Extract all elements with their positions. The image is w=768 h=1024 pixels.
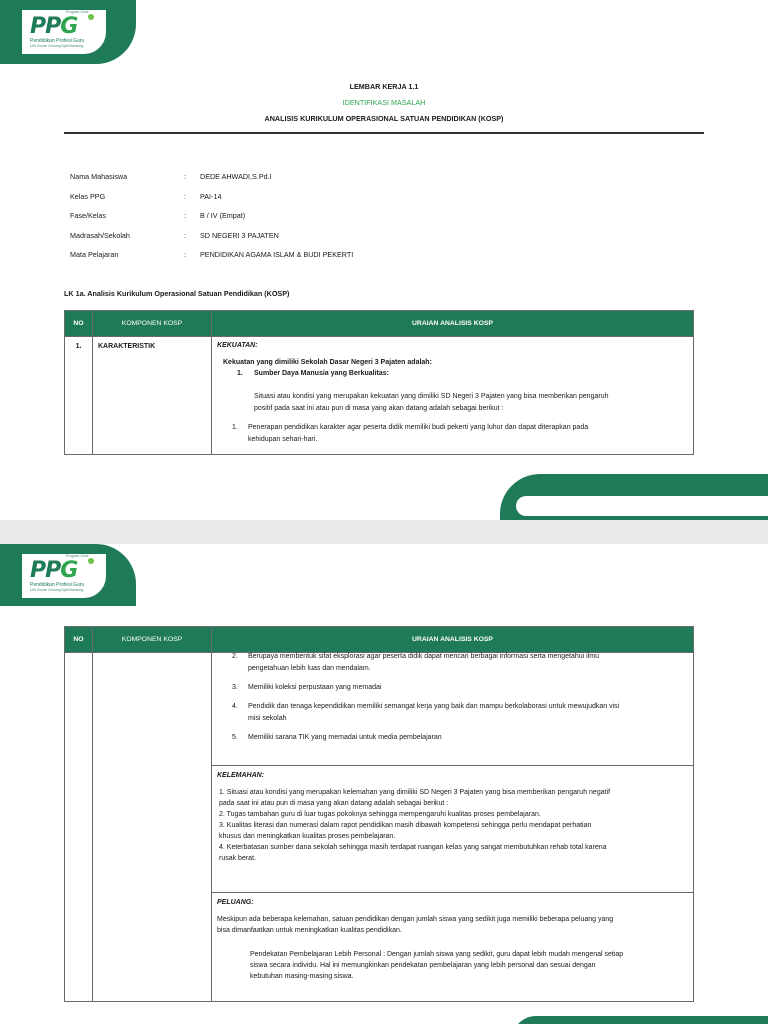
kelemahan-line: 2. Tugas tambahan guru di luar tugas pokoknya sehingga mempengaruhi kualitas proses pembelajaran. bbox=[219, 811, 541, 818]
logo-subtitle: Pendidikan Profesi Guru bbox=[30, 38, 85, 44]
list-item-line-2: misi sekolah bbox=[248, 715, 287, 722]
logo-tagline: UIN Sunan Gunung Djati Bandung bbox=[30, 44, 84, 48]
logo-top-text: Program Studi bbox=[66, 10, 89, 14]
list-item-number: 2. bbox=[232, 653, 238, 660]
header-uraian: URAIAN ANALISIS KOSP bbox=[212, 627, 694, 653]
kosp-table bbox=[64, 310, 694, 455]
worksheet-title: LEMBAR KERJA 1.1 bbox=[349, 82, 419, 91]
logo-banner bbox=[0, 544, 136, 606]
list-item-line-1: Memiliki koleksi perpustaan yang memadai bbox=[248, 684, 382, 691]
list-item-line-2: pengetahuan lebih luas dan mendalam. bbox=[248, 665, 371, 672]
decorative-corner-shape bbox=[500, 474, 768, 520]
kelemahan-line: 3. Kualitas literasi dan numerasi dalam rapot pendidikan masih dibawah kompetensi sehingga perlu mendapat perhatian bbox=[219, 822, 592, 829]
document-page-1: Program Studi PPG Pendidikan Profesi Guru UIN Sunan Gunung Djati Bandung LEMBAR KERJA 1.1 IDENTIFIKASI MASALAH ANALISIS KURIKULUM OPERASIONAL SATUAN PENDIDIKAN (KOSP) Nama Mahasiswa : DEDE AHWADI,S.Pd.I Kelas PPG : PAI-14 Fase/Kelas : B / IV (Empat) Madrasah/Sekolah : SD NEGERI 3 PAJATEN Mata Pelajaran : PENDIDIKAN AGAMA ISLAM & BUDI PEKERTI LK 1a. Analisis Kurikulum Operasional Satuan Pendidikan (KOSP) NO KOMPONEN KOSP URAIAN ANALISIS KOSP 1. KARAKTERISTIK KEKUATAN: Kekuatan yang dimiliki Sekolah Dasar Negeri 3 Pajaten adalah: 1. Sumber Daya Manusia yang Berkualitas: Situasi atau kondisi yang merupakan kekuatan yang dimiliki SD Negeri 3 Pajaten yang bisa memberikan pengaruh positif pada saat ini atau pun di masa yang akan datang adalah sebagai berikut : 1. Penerapan pendidikan karakter agar peserta didik memiliki budi pekerti yang luhur dan dapat diterapkan pada kehidupan sehari-hari. bbox=[0, 0, 768, 520]
kekuatan-heading: KEKUATAN: bbox=[217, 342, 258, 349]
kelemahan-heading: KELEMAHAN: bbox=[217, 772, 265, 779]
ppg-logo bbox=[22, 10, 106, 54]
logo-top-text: Program Studi bbox=[66, 554, 89, 558]
item-line-1: Penerapan pendidikan karakter agar peserta didik memiliki budi pekerti yang luhur dan dapat diterapkan pada bbox=[248, 424, 589, 431]
peluang-line-2: bisa dimanfaatkan untuk meningkatkan kualitas pendidikan. bbox=[217, 927, 402, 934]
sdm-title: Sumber Daya Manusia yang Berkualitas: bbox=[254, 370, 389, 377]
worksheet-subtitle: IDENTIFIKASI MASALAH bbox=[342, 98, 426, 107]
row-number-empty bbox=[65, 653, 93, 1002]
ppg-logo bbox=[22, 554, 106, 598]
logo-mark: PPG bbox=[30, 558, 78, 583]
table-row bbox=[65, 653, 694, 766]
list-item-number: 4. bbox=[232, 703, 238, 710]
kelemahan-line: pada saat ini atau pun di masa yang akan datang adalah sebagai berikut : bbox=[219, 800, 449, 807]
list-item-line-1: Pendidik dan tenaga kependidikan memiliki semangat kerja yang baik dan mampu berkolaborasi untuk mewujudkan visi bbox=[248, 703, 620, 710]
row-komponen: KARAKTERISTIK bbox=[93, 337, 212, 455]
peluang-heading: PELUANG: bbox=[217, 899, 254, 906]
row-komponen-empty bbox=[93, 653, 212, 1002]
list-item-line-1: Memiliki sarana TIK yang memadai untuk media pembelajaran bbox=[248, 734, 442, 741]
situasi-line-2: positif pada saat ini atau pun di masa yang akan datang adalah sebagai berikut : bbox=[254, 405, 504, 412]
logo-dot-icon bbox=[88, 14, 94, 20]
table-header-row bbox=[65, 311, 694, 337]
header-uraian: URAIAN ANALISIS KOSP bbox=[212, 311, 694, 337]
kosp-table-continued bbox=[64, 626, 694, 1002]
uraian-kekuatan-cont bbox=[212, 653, 694, 766]
logo-banner bbox=[0, 0, 136, 64]
list-item-line-1: Berupaya membentuk sifat eksplorasi agar peserta didik dapat mencari berbagai informasi serta mengetahui ilmu bbox=[248, 653, 599, 660]
row-number: 1. bbox=[65, 337, 93, 455]
uraian-cell bbox=[212, 337, 694, 455]
kekuatan-intro: Kekuatan yang dimiliki Sekolah Dasar Negeri 3 Pajaten adalah: bbox=[223, 359, 432, 366]
pendekatan-line-2: siswa secara individu. Hal ini memungkinkan pendekatan pembelajaran yang lebih personal dan sesuai dengan bbox=[250, 962, 596, 969]
logo-subtitle: Pendidikan Profesi Guru bbox=[30, 582, 85, 588]
header-komponen: KOMPONEN KOSP bbox=[93, 627, 212, 653]
situasi-line-1: Situasi atau kondisi yang merupakan kekuatan yang dimiliki SD Negeri 3 Pajaten yang bisa memberikan pengaruh bbox=[254, 393, 609, 400]
item-number: 1. bbox=[232, 424, 238, 431]
header-no: NO bbox=[65, 311, 93, 337]
peluang-line-1: Meskipun ada beberapa kelemahan, satuan pendidikan dengan jumlah siswa yang sedikit juga memiliki beberapa peluang yang bbox=[217, 916, 614, 923]
logo-mark: PPG bbox=[30, 14, 78, 39]
pendekatan-line-3: kebutuhan masing-masing siswa. bbox=[250, 973, 354, 980]
kelemahan-line: 1. Situasi atau kondisi yang merupakan kelemahan yang dimiliki SD Negeri 3 Pajaten yang bisa memberikan pengaruh negatif bbox=[219, 789, 611, 796]
decorative-corner-shape bbox=[512, 1016, 768, 1024]
table-header-row bbox=[65, 627, 694, 653]
section-title: LK 1a. Analisis Kurikulum Operasional Satuan Pendidikan (KOSP) bbox=[64, 289, 290, 298]
kelemahan-line: rusak berat. bbox=[219, 855, 256, 862]
header-komponen: KOMPONEN KOSP bbox=[93, 311, 212, 337]
worksheet-heading: ANALISIS KURIKULUM OPERASIONAL SATUAN PENDIDIKAN (KOSP) bbox=[264, 114, 504, 123]
logo-tagline: UIN Sunan Gunung Djati Bandung bbox=[30, 588, 84, 592]
uraian-peluang bbox=[212, 893, 694, 1002]
kelemahan-line: khusus dan meningkatkan kualitas proses pembelajaran. bbox=[219, 833, 396, 840]
header-no: NO bbox=[65, 627, 93, 653]
item-line-2: kehidupan sehari-hari. bbox=[248, 436, 318, 443]
kelemahan-line: 4. Keterbatasan sumber dana sekolah sehingga masih terdapat ruangan kelas yang sangat membutuhkan rehab total karena bbox=[219, 844, 607, 851]
uraian-kelemahan bbox=[212, 766, 694, 893]
pendekatan-line-1: Pendekatan Pembelajaran Lebih Personal : Dengan jumlah siswa yang sedikit, guru dapat lebih mudah mengenal setiap bbox=[250, 951, 624, 958]
list-item-number: 5. bbox=[232, 734, 238, 741]
header-divider bbox=[64, 132, 704, 134]
document-page-2 bbox=[0, 544, 768, 1024]
sdm-number: 1. bbox=[237, 370, 243, 377]
logo-dot-icon bbox=[88, 558, 94, 564]
list-item-number: 3. bbox=[232, 684, 238, 691]
table-row bbox=[65, 337, 694, 455]
